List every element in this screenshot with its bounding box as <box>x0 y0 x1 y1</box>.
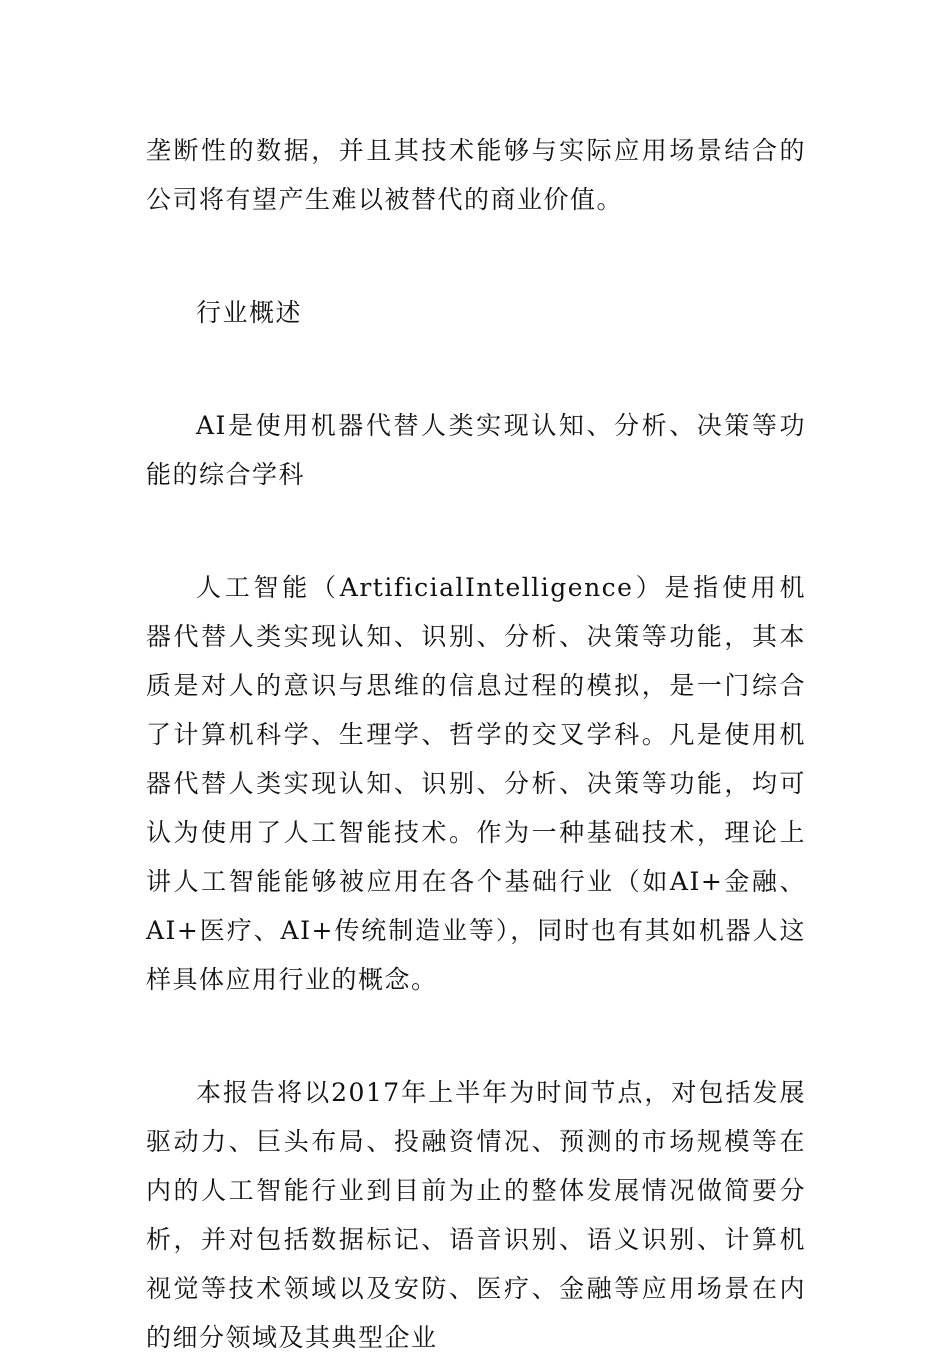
subheading-ai-definition: AI是使用机器代替人类实现认知、分析、决策等功能的综合学科 <box>146 411 806 489</box>
paragraph-continuation: 垄断性的数据，并且其技术能够与实际应用场景结合的公司将有望产生难以被替代的商业价值。 <box>146 136 806 214</box>
document-body <box>146 126 806 1362</box>
section-heading: 行业概述 <box>196 298 303 327</box>
paragraph-report-scope: 本报告将以2017年上半年为时间节点，对包括发展驱动力、巨头布局、投融资情况、预测的市场规模等在内的人工智能行业到目前为止的整体发展情况做简要分析，并对包括数据标记、语音识别、语义识别、计算机视觉等技术领域以及安防、医疗、金融等应用场景在内的细分领域及其典型企业 <box>146 1078 806 1352</box>
paragraph-ai-intro: 人工智能（ArtificialIntelligence）是指使用机器代替人类实现认知、识别、分析、决策等功能，其本质是对人的意识与思维的信息过程的模拟，是一门综合了计算机科学、生理学、哲学的交叉学科。凡是使用机器代替人类实现认知、识别、分析、决策等功能，均可认为使用了人工智能技术。作为一种基础技术，理论上讲人工智能能够被应用在各个基础行业（如AI+金融、AI+医疗、AI+传统制造业等），同时也有其如机器人这样具体应用行业的概念。 <box>146 573 806 994</box>
